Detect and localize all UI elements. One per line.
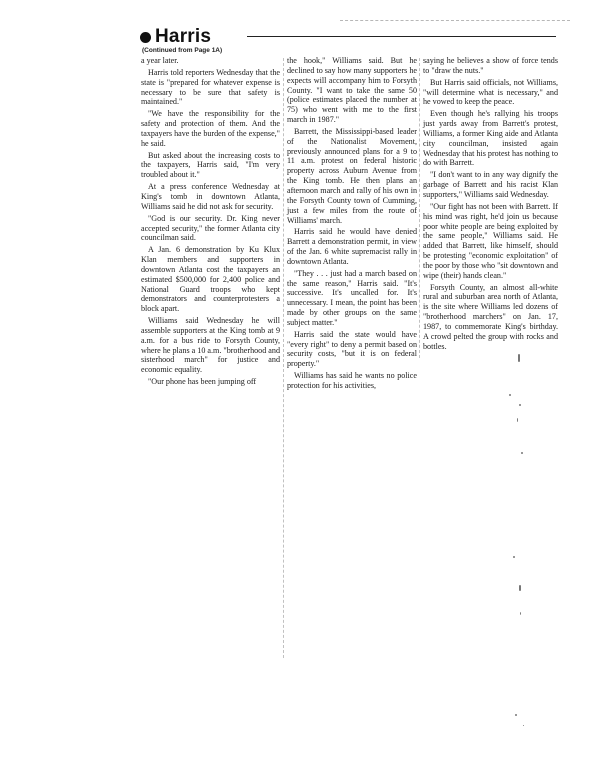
scan-speck xyxy=(519,585,521,591)
continued-line: (Continued from Page 1A) xyxy=(142,47,223,54)
article-paragraph: Even though he's rallying his troops just yards away from Barrett's protest, Williams, a former King aide and Atlanta city councilman, insisted again Wednesday that his protest has nothing to do with Barrett. xyxy=(423,109,558,168)
article-paragraph: "God is our security. Dr. King never accepted security," the former Atlanta city councilman said. xyxy=(141,213,280,243)
scan-speck xyxy=(520,612,521,615)
column-divider xyxy=(419,58,420,358)
article-paragraph: saying he believes a show of force tends to "draw the nuts." xyxy=(423,56,558,75)
article-paragraph: "We have the responsibility for the safety and protection of them. And the taxpayers have the burden of the expense," he said. xyxy=(141,109,280,148)
scan-speck xyxy=(509,394,511,396)
article-paragraph: A Jan. 6 demonstration by Ku Klux Klan members and supporters in downtown Atlanta cost the taxpayers an estimated $500,000 for 2,400 police and National Guard troops who kept demonstrators and counterprotesters a block apart. xyxy=(141,245,280,314)
article-paragraph: "They . . . just had a march based on the same reason," Harris said. "It's successive. It's uncalled for. It's unnecessary. I mean, the point has been made by other groups on the same subject matter." xyxy=(287,268,417,327)
article-paragraph: At a press conference Wednesday at King's tomb in downtown Atlanta, Williams said he did not ask for security. xyxy=(141,182,280,211)
scan-speck xyxy=(517,418,518,422)
article-paragraph: Harris said the state would have "every right" to deny a permit based on security costs, "but it is on federal property." xyxy=(287,329,417,369)
article-column-3 xyxy=(423,56,558,353)
scan-speck xyxy=(519,404,521,406)
headline-text: Harris xyxy=(155,26,212,47)
article-paragraph: the hook," Williams said. But he declined to say how many supporters he expects will accompany him to Forsyth County. "I want to take the same 50 (police estimates placed the number at 75) who went with me to the first march in 1987." xyxy=(287,56,417,125)
article-column-2 xyxy=(287,56,417,393)
scan-artifact-top xyxy=(340,20,570,27)
article-paragraph: Barrett, the Mississippi-based leader of the Nationalist Movement, previously announced plans for a 9 to 11 a.m. protest on federal historic property across Auburn Avenue from the King tomb. He then plans an afternoon march and rally of his own in the Forsyth County town of Cumming, just a few miles from the route of Williams' march. xyxy=(287,126,417,225)
article-column-1 xyxy=(141,56,280,389)
scan-speck xyxy=(513,556,515,558)
article-paragraph: Williams said Wednesday he will assemble supporters at the King tomb at 9 a.m. for a bus ride to Forsyth County, where he plans a 10 a.m. "brotherhood and sisterhood march" for justice and economic equality. xyxy=(141,316,280,375)
scan-speck xyxy=(523,725,524,726)
article-paragraph: But asked about the increasing costs to the taxpayers, Harris said, "I'm very troubled about it." xyxy=(141,150,280,180)
article-paragraph: Forsyth County, an almost all-white rural and suburban area north of Atlanta, is the site where Williams led dozens of "brotherhood marchers" on Jan. 17, 1987, to commemorate King's birthday. A crowd pelted the group with rocks and bottles. xyxy=(423,282,558,351)
article-paragraph: "Our phone has been jumping off xyxy=(148,377,257,387)
article-paragraph: "I don't want to in any way dignify the garbage of Barrett and his racist Klan supporters," Williams said Wednesday. xyxy=(423,170,558,199)
scan-speck xyxy=(515,714,517,716)
column-divider xyxy=(283,58,284,658)
article-paragraph: a year later. xyxy=(141,56,179,65)
article-paragraph: "Our fight has not been with Barrett. If his mind was right, he'd join us because poor white people are being exploited by the same people," Williams said. He added that Barrett, like himself, should be protesting "economic exploitation" of the poor by those who "sit downtown and wipe (their) hands clean." xyxy=(423,201,558,280)
article-paragraph: Harris told reporters Wednesday that the state is "prepared for whatever expense is necessary to be sure that safety is maintained." xyxy=(141,67,280,107)
article-headline xyxy=(140,26,211,48)
scan-speck xyxy=(521,452,523,454)
scan-speck xyxy=(518,354,520,362)
headline-rule xyxy=(247,36,556,37)
article-paragraph: Harris said he would have denied Barrett a demonstration permit, in view of the Jan. 6 white supremacist rally in downtown Atlanta. xyxy=(287,227,417,266)
article-paragraph: Williams has said he wants no police protection for his activities, xyxy=(287,371,417,390)
article-paragraph: But Harris said officials, not Williams, "will determine what is necessary," and he vowed to keep the peace. xyxy=(423,77,558,107)
bullet-icon xyxy=(140,32,151,43)
